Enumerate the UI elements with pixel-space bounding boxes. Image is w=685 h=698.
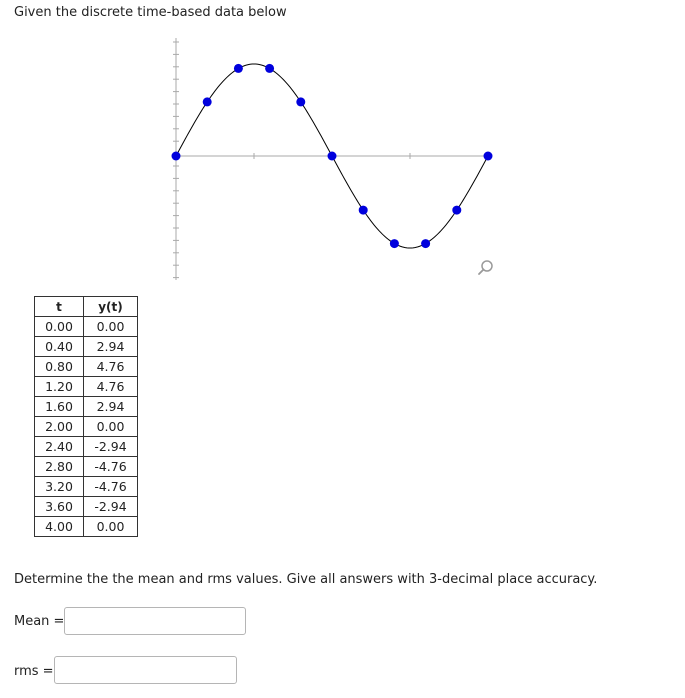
cell-t: 2.00 — [35, 417, 84, 437]
data-point — [359, 206, 368, 215]
cell-y: -2.94 — [84, 437, 138, 457]
table-header-row — [35, 297, 138, 317]
cell-t: 3.60 — [35, 497, 84, 517]
table-row — [35, 337, 138, 357]
intro-text: Given the discrete time-based data below — [14, 5, 287, 20]
question-text: Determine the the mean and rms values. Give all answers with 3-decimal place accuracy. — [14, 572, 598, 587]
rms-label: rms = — [14, 664, 54, 679]
cell-y: 0.00 — [84, 417, 138, 437]
column-header-t: t — [35, 297, 84, 317]
cell-y: 2.94 — [84, 397, 138, 417]
data-point — [203, 97, 212, 106]
cell-y: -2.94 — [84, 497, 138, 517]
data-point — [390, 239, 399, 248]
data-point — [328, 152, 337, 161]
data-point — [452, 206, 461, 215]
table-row — [35, 377, 138, 397]
cell-y: 4.76 — [84, 377, 138, 397]
mean-label: Mean = — [14, 614, 65, 629]
cell-t: 2.40 — [35, 437, 84, 457]
cell-y: -4.76 — [84, 457, 138, 477]
cell-t: 4.00 — [35, 517, 84, 537]
data-point — [421, 239, 430, 248]
cell-y: 2.94 — [84, 337, 138, 357]
cell-y: 0.00 — [84, 317, 138, 337]
table-row — [35, 517, 138, 537]
cell-t: 0.80 — [35, 357, 84, 377]
cell-t: 3.20 — [35, 477, 84, 497]
table-row — [35, 477, 138, 497]
column-header-y: y(t) — [84, 297, 138, 317]
cell-t: 0.00 — [35, 317, 84, 337]
table-row — [35, 437, 138, 457]
data-point — [296, 97, 305, 106]
table-row — [35, 317, 138, 337]
cell-t: 2.80 — [35, 457, 84, 477]
rms-input[interactable] — [54, 656, 237, 684]
zoom-magnifier-icon[interactable] — [476, 258, 496, 278]
cell-y: -4.76 — [84, 477, 138, 497]
cell-t: 1.20 — [35, 377, 84, 397]
data-point — [172, 152, 181, 161]
data-point — [484, 152, 493, 161]
sine-plot — [160, 30, 500, 285]
mean-input[interactable] — [64, 607, 246, 635]
table-row — [35, 457, 138, 477]
cell-t: 1.60 — [35, 397, 84, 417]
table-row — [35, 497, 138, 517]
cell-t: 0.40 — [35, 337, 84, 357]
data-point — [234, 64, 243, 73]
data-point — [265, 64, 274, 73]
data-table — [34, 296, 138, 537]
table-row — [35, 397, 138, 417]
table-row — [35, 417, 138, 437]
cell-y: 4.76 — [84, 357, 138, 377]
table-row — [35, 357, 138, 377]
cell-y: 0.00 — [84, 517, 138, 537]
